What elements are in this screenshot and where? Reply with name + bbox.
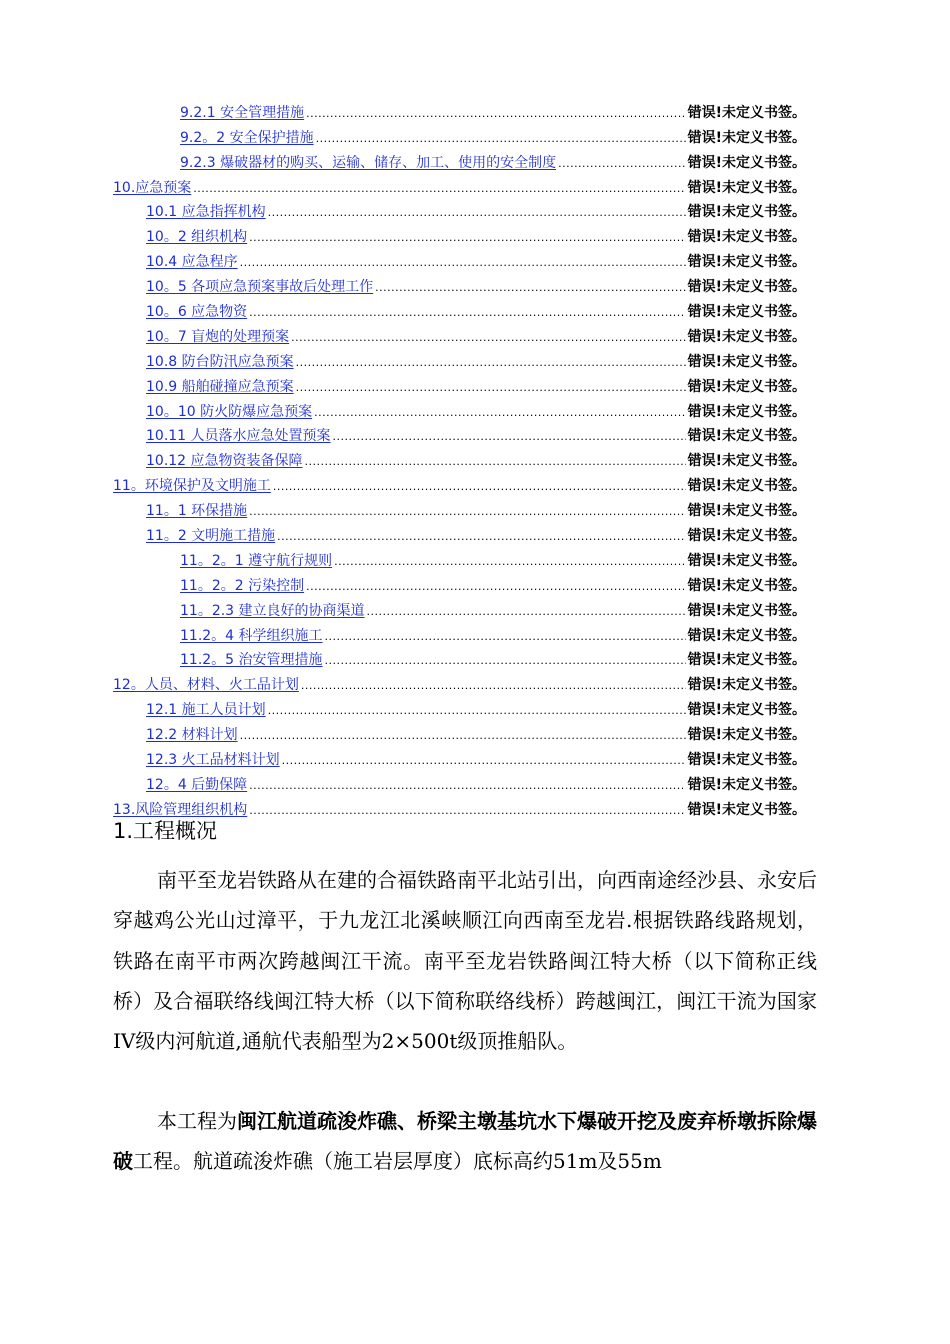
toc-page-ref: 错误!未定义书签。 [687,179,806,196]
toc-page-ref: 错误!未定义书签。 [687,353,806,370]
toc-leader-dots [193,181,685,197]
toc-leader-dots [268,205,686,221]
toc-leader-dots [334,554,686,570]
table-of-contents [113,97,806,819]
toc-leader-dots [367,604,686,620]
toc-leader-dots [249,778,685,794]
toc-page-ref: 错误!未定义书签。 [687,478,806,495]
toc-page-ref: 错误!未定义书签。 [687,279,806,296]
toc-leader-dots [249,803,685,819]
toc-page-ref: 错误!未定义书签。 [687,503,806,520]
toc-leader-dots [325,629,686,645]
toc-page-ref: 错误!未定义书签。 [687,428,806,445]
toc-page-ref: 错误!未定义书签。 [687,801,806,818]
toc-link[interactable]: 9.2。2 安全保护措施 [180,129,314,146]
toc-link[interactable]: 10.8 防台防汛应急预案 [146,353,294,370]
toc-link[interactable]: 11.2。4 科学组织施工 [180,627,323,644]
toc-entry [113,296,806,321]
toc-entry [113,147,806,172]
toc-link[interactable]: 10。5 各项应急预案事故后处理工作 [146,279,374,296]
toc-link[interactable]: 11。2。1 遵守航行规则 [180,552,333,569]
toc-entry [113,495,806,520]
toc-link[interactable]: 12。人员、材料、火工品计划 [113,677,299,694]
toc-link[interactable]: 11.2。5 治安管理措施 [180,652,323,669]
toc-page-ref: 错误!未定义书签。 [687,204,806,221]
toc-leader-dots [240,255,686,271]
toc-leader-dots [306,579,686,595]
toc-page-ref: 错误!未定义书签。 [687,677,806,694]
toc-leader-dots [316,131,686,147]
toc-entry [113,197,806,222]
toc-page-ref: 错误!未定义书签。 [687,752,806,769]
toc-entry [113,719,806,744]
toc-link[interactable]: 11。环境保护及文明施工 [113,478,271,495]
toc-entry [113,122,806,147]
toc-page-ref: 错误!未定义书签。 [687,776,806,793]
toc-entry [113,545,806,570]
toc-leader-dots [296,355,686,371]
toc-entry [113,421,806,446]
toc-page-ref: 错误!未定义书签。 [687,129,806,146]
toc-link[interactable]: 10。10 防火防爆应急预案 [146,403,313,420]
toc-leader-dots [291,330,685,346]
toc-link[interactable]: 11。2.3 建立良好的协商渠道 [180,602,365,619]
toc-link[interactable]: 10.应急预案 [113,179,192,196]
toc-leader-dots [296,380,686,396]
toc-entry [113,221,806,246]
toc-link[interactable]: 10.1 应急指挥机构 [146,204,266,221]
toc-leader-dots [314,405,686,421]
toc-link[interactable]: 11。1 环保措施 [146,503,248,520]
toc-entry [113,371,806,396]
toc-link[interactable]: 10。6 应急物资 [146,304,248,321]
toc-link[interactable]: 10。2 组织机构 [146,229,248,246]
toc-page-ref: 错误!未定义书签。 [687,577,806,594]
toc-link[interactable]: 12。4 后勤保障 [146,776,248,793]
toc-link[interactable]: 10。7 盲炮的处理预案 [146,328,290,345]
toc-page-ref: 错误!未定义书签。 [687,378,806,395]
toc-leader-dots [301,678,686,694]
toc-entry [113,321,806,346]
body-paragraph-2 [113,1101,817,1182]
toc-entry [113,246,806,271]
toc-page-ref: 错误!未定义书签。 [687,328,806,345]
toc-page-ref: 错误!未定义书签。 [687,403,806,420]
toc-link[interactable]: 12.2 材料计划 [146,727,238,744]
toc-link[interactable]: 9.2.3 爆破器材的购买、运输、储存、加工、使用的安全制度 [180,154,557,171]
toc-entry [113,97,806,122]
toc-entry [113,645,806,670]
paragraph-bold-text: 闽江航道疏浚炸礁、桥梁主墩基坑水下爆破开挖及废弃桥墩拆除爆破 [113,1109,817,1174]
toc-link[interactable]: 11。2 文明施工措施 [146,528,276,545]
toc-entry [113,470,806,495]
toc-leader-dots [325,653,686,669]
toc-entry [113,669,806,694]
toc-entry [113,520,806,545]
paragraph-rest-text: 工程。航道疏浚炸礁（施工岩层厚度）底标高约51m及55m [133,1149,662,1174]
toc-leader-dots [305,454,686,470]
toc-leader-dots [249,230,685,246]
toc-entry [113,570,806,595]
toc-page-ref: 错误!未定义书签。 [687,727,806,744]
toc-page-ref: 错误!未定义书签。 [687,652,806,669]
toc-link[interactable]: 9.2.1 安全管理措施 [180,104,305,121]
toc-link[interactable]: 13.风险管理组织机构 [113,801,248,818]
toc-page-ref: 错误!未定义书签。 [687,552,806,569]
toc-entry [113,595,806,620]
toc-leader-dots [249,305,685,321]
toc-entry [113,744,806,769]
toc-entry [113,271,806,296]
toc-page-ref: 错误!未定义书签。 [687,304,806,321]
toc-entry [113,694,806,719]
toc-leader-dots [333,429,686,445]
toc-link[interactable]: 10.4 应急程序 [146,254,238,271]
toc-entry [113,445,806,470]
toc-entry [113,396,806,421]
toc-link[interactable]: 10.12 应急物资装备保障 [146,453,303,470]
toc-page-ref: 错误!未定义书签。 [687,229,806,246]
toc-entry [113,346,806,371]
toc-leader-dots [306,106,686,122]
toc-leader-dots [273,479,686,495]
toc-page-ref: 错误!未定义书签。 [687,154,806,171]
toc-page-ref: 错误!未定义书签。 [687,453,806,470]
toc-leader-dots [268,703,686,719]
toc-page-ref: 错误!未定义书签。 [687,528,806,545]
toc-link[interactable]: 11。2。2 污染控制 [180,577,305,594]
toc-link[interactable]: 12.1 施工人员计划 [146,702,266,719]
toc-leader-dots [249,504,685,520]
toc-entry [113,620,806,645]
toc-leader-dots [277,529,685,545]
toc-page-ref: 错误!未定义书签。 [687,602,806,619]
toc-leader-dots [558,156,686,172]
section-heading: 1.工程概况 [113,819,218,843]
toc-entry [113,769,806,794]
toc-link[interactable]: 10.11 人员落水应急处置预案 [146,428,331,445]
toc-link[interactable]: 12.3 火工品材料计划 [146,752,280,769]
body-paragraph: 南平至龙岩铁路从在建的合福铁路南平北站引出，向西南途经沙县、永安后穿越鸡公光山过漳平，于九龙江北溪峡顺江向西南至龙岩.根据铁路线路规划，铁路在南平市两次跨越闽江干流。南平至龙岩铁路闽江特大桥（以下简称正线桥）及合福联络线闽江特大桥（以下简称联络线桥）跨越闽江，闽江干流为国家IV级内河航道,通航代表船型为2×500t级顶推船队。 [113,868,817,1054]
toc-page-ref: 错误!未定义书签。 [687,104,806,121]
toc-leader-dots [282,753,686,769]
toc-link[interactable]: 10.9 船舶碰撞应急预案 [146,378,294,395]
toc-leader-dots [240,728,686,744]
toc-page-ref: 错误!未定义书签。 [687,627,806,644]
toc-page-ref: 错误!未定义书签。 [687,254,806,271]
toc-entry [113,172,806,197]
toc-page-ref: 错误!未定义书签。 [687,702,806,719]
toc-leader-dots [375,280,685,296]
paragraph-lead-text: 本工程为 [157,1109,237,1133]
